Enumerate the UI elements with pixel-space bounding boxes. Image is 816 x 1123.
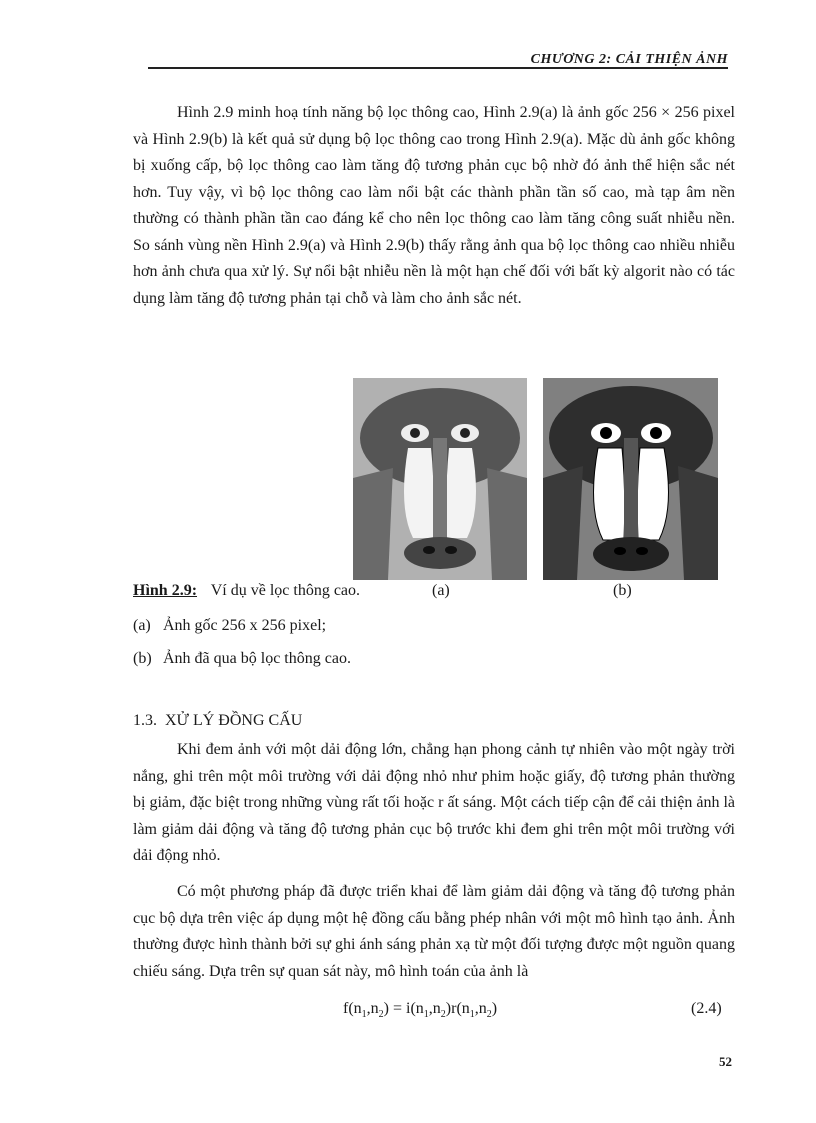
intro-paragraph: Hình 2.9 minh hoạ tính năng bộ lọc thông cao, Hình 2.9(a) là ảnh gốc 256 × 256 pixel và Hình 2.9(b) là kết quả sử dụng bộ lọc thông cao trong Hình 2.9(a). Mặc dù ảnh gốc không bị xuống cấp, bộ lọc thông cao làm tăng độ tương phản cục bộ nhờ đó ảnh thể hiện sắc nét hơn. Tuy vậy, vì bộ lọc thông cao làm nổi bật các thành phần tần số cao, mà tạp âm nền thường có thành phần tần cao đáng kể cho nên lọc thông cao làm tăng công suất nhiễu nền. So sánh vùng nền Hình 2.9(a) và Hình 2.9(b) thấy rằng ảnh qua bộ lọc thông cao nhiều nhiễu hơn ảnh chưa qua xử lý. Sự nổi bật nhiễu nền là một hạn chế đối với bất kỳ algorit nào có tác dụng làm tăng độ tương phản tại chỗ và làm cho ảnh sắc nét. <box>133 104 735 307</box>
subfigure-b-label: (b) <box>613 582 632 599</box>
header-rule <box>148 67 728 69</box>
equation-number: (2.4) <box>691 1000 722 1017</box>
list-text: Ảnh đã qua bộ lọc thông cao. <box>163 650 351 667</box>
figure-caption <box>133 582 360 600</box>
list-marker: (a) <box>133 617 151 634</box>
paragraph-2: Khi đem ảnh với một dải động lớn, chẳng hạn phong cảnh tự nhiên vào một ngày trời nắng, ghi trên một môi trường với dải động nhỏ như phim hoặc giấy, độ tương phản thường bị giảm, đặc biệt trong những vùng rất tối hoặc r ất sáng. Một cách tiếp cận để cải thiện ảnh là làm giảm dải động và tăng độ tương phản cục bộ trước khi đem ghi trên một môi trường với dải động nhỏ. <box>133 741 735 864</box>
section-heading <box>133 712 302 730</box>
list-marker: (b) <box>133 650 152 667</box>
paragraph-3: Có một phương pháp đã được triển khai để làm giảm dải động và tăng độ tương phản cục bộ dựa trên việc áp dụng một hệ đồng cấu bằng phép nhân với một mô hình tạo ảnh. Ảnh thường được hình thành bởi sự ghi ánh sáng phản xạ từ một đối tượng được một nguồn quang chiếu sáng. Dựa trên sự quan sát này, mô hình toán của ảnh là <box>133 883 735 980</box>
figure-label: Hình 2.9: <box>133 582 198 599</box>
section-title: XỬ LÝ ĐỒNG CẤU <box>165 712 303 729</box>
list-item <box>133 650 351 668</box>
list-text: Ảnh gốc 256 x 256 pixel; <box>163 617 327 634</box>
figure-image-original <box>353 378 527 580</box>
subfigure-a-label: (a) <box>432 582 450 599</box>
chapter-header: CHƯƠNG 2: CẢI THIỆN ẢNH <box>530 52 728 67</box>
section-number: 1.3. <box>133 712 157 729</box>
figure-caption-text: Ví dụ về lọc thông cao. <box>210 582 361 599</box>
equation-2-4: $f(n_1,n_2) = i(n_1,n_2)r(n_1,n_2)$ <box>343 1000 498 1021</box>
list-item <box>133 617 326 635</box>
page-number: 52 <box>719 1054 732 1069</box>
figure-image-filtered <box>543 378 718 580</box>
